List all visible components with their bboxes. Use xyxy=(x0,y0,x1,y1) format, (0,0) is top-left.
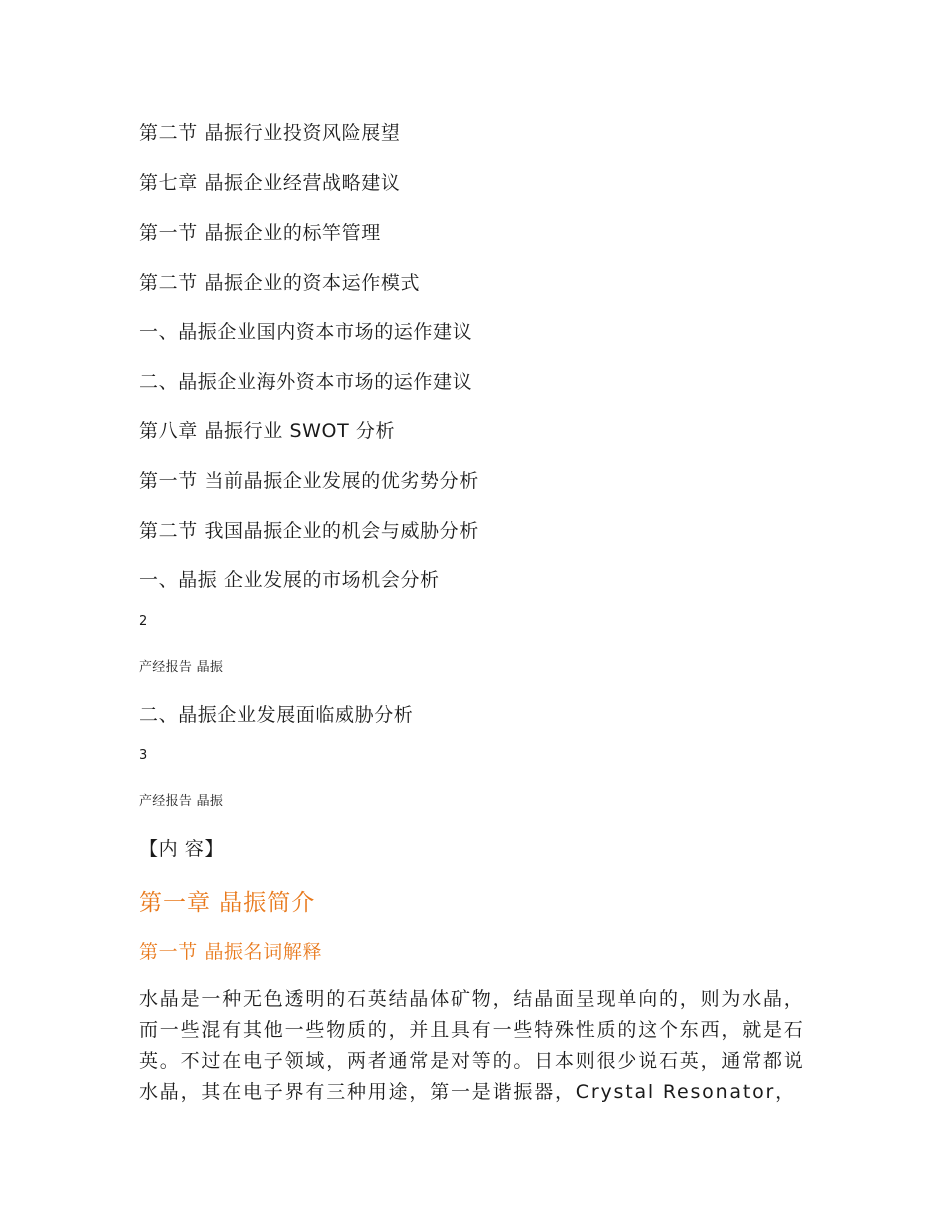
paragraph-line: 而一些混有其他一些物质的，并且具有一些特殊性质的这个东西，就是石 xyxy=(139,1019,805,1041)
page-number: 2 xyxy=(139,614,148,629)
toc-entry: 一、晶振企业国内资本市场的运作建议 xyxy=(139,321,473,343)
running-header: 产经报告 晶振 xyxy=(139,794,224,809)
chapter-title: 第一章 晶振简介 xyxy=(139,890,316,916)
toc-entry: 第二节 晶振行业投资风险展望 xyxy=(139,122,401,144)
toc-entry: 第七章 晶振企业经营战略建议 xyxy=(139,172,401,194)
toc-entry: 第八章 晶振行业 SWOT 分析 xyxy=(139,420,396,442)
content-label: 【内 容】 xyxy=(139,838,225,860)
toc-entry: 第一节 当前晶振企业发展的优劣势分析 xyxy=(139,470,479,492)
paragraph-line: 英。不过在电子领域，两者通常是对等的。日本则很少说石英，通常都说 xyxy=(139,1050,805,1072)
toc-entry: 一、晶振 企业发展的市场机会分析 xyxy=(139,569,440,591)
toc-entry: 第二节 我国晶振企业的机会与威胁分析 xyxy=(139,520,479,542)
body-paragraph xyxy=(139,984,819,1108)
running-header: 产经报告 晶振 xyxy=(139,660,224,675)
section-title: 第一节 晶振名词解释 xyxy=(139,941,323,963)
toc-entry: 第一节 晶振企业的标竿管理 xyxy=(139,222,381,244)
toc-entry: 第二节 晶振企业的资本运作模式 xyxy=(139,272,421,294)
toc-entry: 二、晶振企业海外资本市场的运作建议 xyxy=(139,371,473,393)
paragraph-line: 水晶是一种无色透明的石英结晶体矿物，结晶面呈现单向的，则为水晶， xyxy=(139,988,805,1010)
paragraph-line: 水晶，其在电子界有三种用途，第一是谐振器，Crystal Resonator， xyxy=(139,1081,796,1103)
toc-entry: 二、晶振企业发展面临威胁分析 xyxy=(139,704,414,726)
page-number: 3 xyxy=(139,748,148,763)
